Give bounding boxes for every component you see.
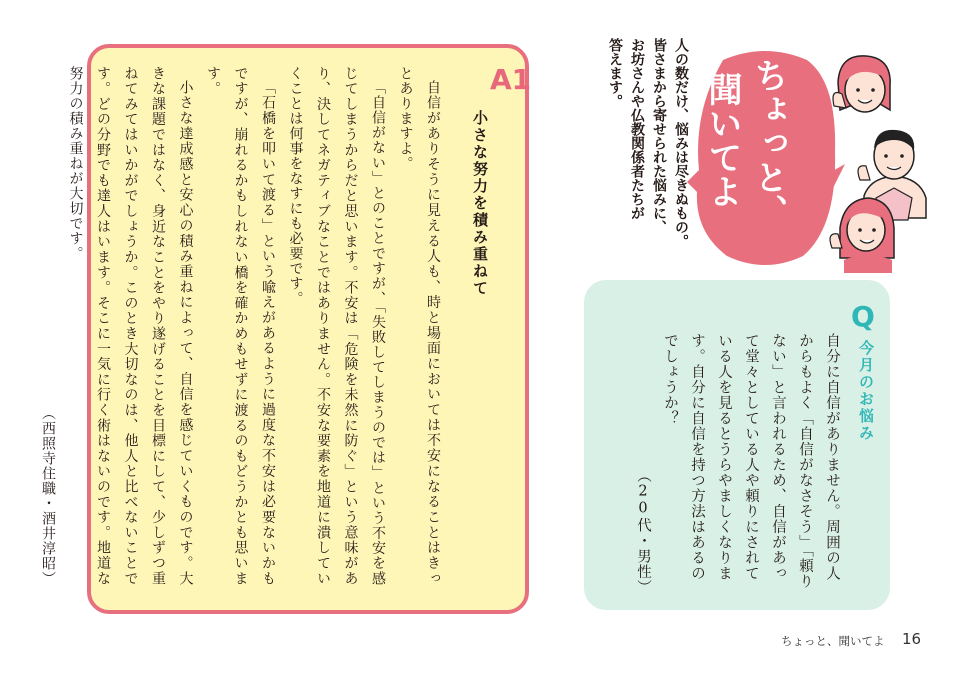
intro-line: 答えます。: [607, 38, 623, 108]
answer-paragraph: 自信がありそうに見える人も、時と場面においては不安になることはきっとありますよ。: [397, 66, 441, 586]
question-label: Q: [851, 300, 875, 333]
intro-text: [580, 38, 692, 268]
footer-running-title: ちょっと、聞いてよ: [781, 634, 885, 648]
question-body: [610, 333, 845, 595]
person-icon-bottom: [830, 198, 894, 273]
title-line-1: ちょっと、: [748, 58, 788, 228]
page-number: 16: [902, 630, 922, 648]
people-illustration: [820, 48, 940, 273]
answer-signature: （西照寺住職・酒井淳昭）: [40, 406, 56, 586]
question-author: （20代・男性）: [635, 468, 651, 595]
intro-line: お坊さんや仏教関係者たちが: [629, 38, 645, 220]
person-icon-top: [833, 56, 890, 112]
answer-body: [40, 66, 446, 587]
question-tag: 今月のお悩み: [857, 340, 875, 442]
answer-paragraph: 「石橋を叩いて渡る」という喩えがあるように過度な不安は必要ないかもですが、崩れるかもしれない橋を確かめもせずに渡るのもどうかとも思います。: [205, 66, 276, 586]
intro-line: 人の数だけ、悩みは尽きぬもの。: [673, 38, 689, 248]
intro-line: 皆さまから寄せられた悩みに、: [651, 38, 667, 234]
question-text: 自分に自信がありません。周囲の人からもよく「自信がなさそう」「頼りない」と言われるため、自信があって堂々としている人や頼りにされている人を見るとうらやましくなります。自分に自信を持つ方法はあるのでしょうか？: [662, 333, 840, 590]
title-line-2: 聞いてよ: [702, 72, 742, 208]
answer-label: A1: [490, 63, 532, 96]
answer-heading: 小さな努力を積み重ねて: [471, 110, 489, 297]
answer-paragraph: 小さな達成感と安心の積み重ねによって、自信を感じていくものです。大きな課題ではなく、身近なことをやり遂げることを目標にして、少しずつ重ねてみてはいかがでしょうか。このとき大切なのは、他人と比べないことです。どの分野でも達人はいます。そこに一気に行く術はないのです。地道な努力の積み重ねが大切です。: [67, 66, 194, 587]
answer-paragraph: 「自信がない」とのことですが、「失敗してしまうのでは」という不安を感じてしまうからだと思います。不安は「危険を未然に防ぐ」という意味があり、決してネガティブなことではありません。不安な要素を地道に潰していくことは何事をなすにも必要です。: [287, 66, 386, 586]
